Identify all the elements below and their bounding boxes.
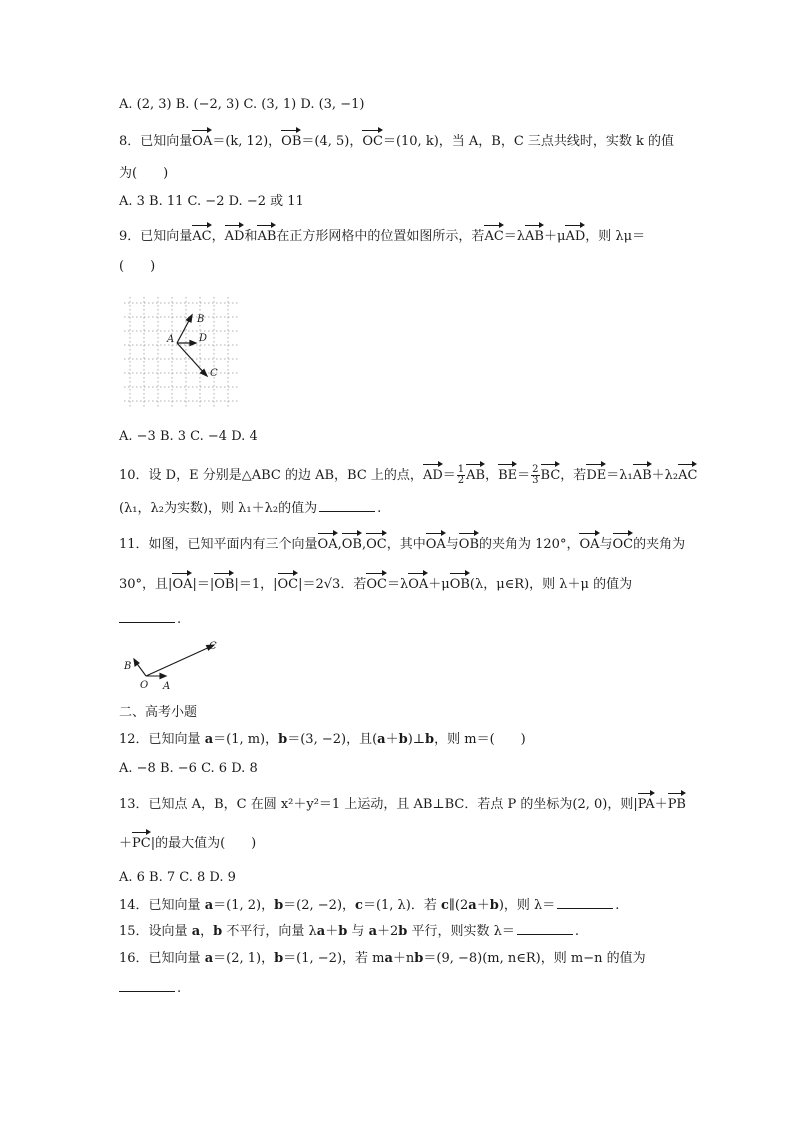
label-d: D <box>199 333 208 344</box>
label-b: B <box>124 661 132 672</box>
vector-oa-arrowhead <box>160 674 166 679</box>
q8-stem-line2: 为( ) <box>119 166 169 181</box>
vector-ab-arrowhead <box>187 315 193 322</box>
q10-stem-line1: 10．设 D，E 分别是△ABC 的边 AB，BC 上的点，AD＝ $\frac{1}{2}$ AB，BE＝ $\frac{2}{3}$ BC，若DE＝λ₁AB＋λ₂AC <box>119 464 698 486</box>
q12-options: A. −8 B. −6 C. 6 D. 8 <box>119 761 258 776</box>
fraction-one-half: $\frac{1}{2}$ <box>457 464 465 486</box>
q9-grid-figure <box>122 295 244 411</box>
q13-options: A. 6 B. 7 C. 8 D. 9 <box>119 870 236 885</box>
q8-options: A. 3 B. 11 C. −2 D. −2 或 11 <box>119 194 304 209</box>
label-o: O <box>140 680 149 691</box>
q11-stem-line2: 30°，且|OA|＝|OB|＝1，|OC|＝2√3．若OC＝λOA＋μOB(λ，μ∈R)，则 λ＋μ 的值为 <box>119 577 633 592</box>
q10-stem-line2: (λ₁，λ₂为实数)，则 λ₁＋λ₂的值为 . <box>119 501 382 516</box>
answer-blank <box>319 499 375 512</box>
q12-stem: 12．已知向量 a＝(1, m)，b＝(3, −2)，且(a＋b)⊥b，则 m＝( ) <box>119 732 526 747</box>
q16-stem-line1: 16．已知向量 a＝(2, 1)，b＝(1, −2)，若 ma＋nb＝(9, −8)(m, n∈R)，则 m−n 的值为 <box>119 951 646 966</box>
q11-stem-line3: . <box>119 610 181 629</box>
q13-stem-line2: ＋PC|的最大值为( ) <box>119 836 257 851</box>
answer-blank <box>557 896 613 909</box>
section-heading: 二、高考小题 <box>119 705 198 720</box>
q9-stem-line1: 9．已知向量AC，AD和AB在正方形网格中的位置如图所示，若AC＝λAB＋μAD，则 λμ＝ <box>119 229 646 244</box>
answer-blank <box>119 979 175 992</box>
answer-blank <box>517 922 573 935</box>
q9-options: A. −3 B. 3 C. −4 D. 4 <box>119 429 258 444</box>
q8-stem-line1: 8．已知向量OA＝(k, 12)，OB＝(4, 5)，OC＝(10, k)，当 A，B，C 三点共线时，实数 k 的值 <box>119 134 675 149</box>
q14-stem: 14．已知向量 a＝(1, 2)，b＝(2, −2)，c＝(1, λ)．若 c∥(2a＋b)，则 λ＝ . <box>119 898 620 913</box>
q9-stem-line2: ( ) <box>119 259 156 274</box>
label-c: C <box>210 368 218 379</box>
label-a: A <box>167 334 175 345</box>
vector-ad-arrowhead <box>190 341 196 346</box>
answer-blank <box>119 610 175 623</box>
q7-options: A. (2, 3) B. (−2, 3) C. (3, 1) D. (3, −1) <box>119 97 365 112</box>
label-c: C <box>209 641 217 652</box>
grid-lines <box>124 297 240 409</box>
q11-stem-line1: 11．如图，已知平面内有三个向量OA,OB,OC，其中OA与OB的夹角为 120°，OA与OC的夹角为 <box>119 537 686 552</box>
label-a: A <box>163 681 171 692</box>
label-b: B <box>197 314 205 325</box>
vector-oc <box>146 646 212 676</box>
q15-stem: 15．设向量 a，b 不平行，向量 λa＋b 与 a＋2b 平行，则实数 λ＝ . <box>119 924 580 939</box>
q11-vector-figure <box>120 636 230 696</box>
q16-stem-line2: . <box>119 979 181 998</box>
q13-stem-line1: 13．已知点 A，B，C 在圆 x²＋y²＝1 上运动，且 AB⊥BC．若点 P 的坐标为(2, 0)，则|PA＋PB <box>119 797 686 812</box>
fraction-two-thirds: $\frac{2}{3}$ <box>532 464 539 486</box>
